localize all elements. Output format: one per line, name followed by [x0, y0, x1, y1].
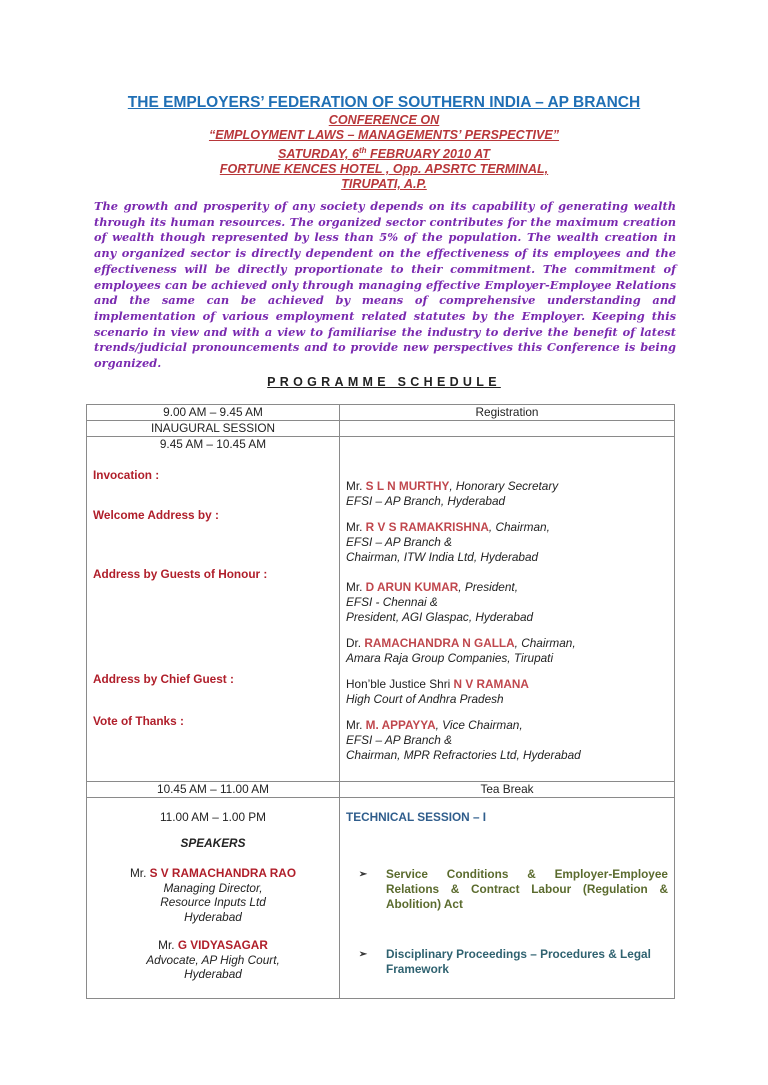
speaker-role: , Honorary Secretary [449, 479, 559, 493]
speaker-name: M. APPAYYA [365, 718, 436, 732]
speaker-vote-of-thanks [340, 718, 674, 763]
tea-break-activity: Tea Break [340, 782, 675, 798]
conference-theme: “EMPLOYMENT LAWS – MANAGEMENTS’ PERSPECTIVE” [208, 128, 560, 142]
tea-break-time: 10.45 AM – 11.00 AM [87, 782, 340, 798]
label-invocation: Invocation : [93, 468, 160, 482]
speaker-affiliation: EFSI - Chennai & [346, 595, 438, 609]
date-suffix-ordinal: th [358, 146, 367, 155]
table-row-inaugural [87, 437, 675, 782]
speaker-prefix: Dr. [346, 636, 365, 650]
technical-time: 11.00 AM – 1.00 PM [159, 810, 267, 824]
speaker-affiliation: EFSI – AP Branch & [346, 535, 452, 549]
speaker-guest-honour-1 [340, 580, 674, 625]
speaker-guest-honour-2 [340, 636, 674, 666]
label-chief-guest: Address by Chief Guest : [93, 672, 234, 686]
speaker-invocation [340, 479, 674, 509]
date-prefix: SATURDAY, 6 [278, 147, 359, 162]
speaker-name: G VIDYASAGAR [177, 938, 268, 952]
table-row-registration [87, 405, 675, 421]
speaker-prefix: Mr. [158, 938, 178, 952]
speaker-prefix: Hon’ble Justice Shri [346, 677, 454, 691]
speaker-name: R V S RAMAKRISHNA [365, 520, 489, 534]
technical-right-cell [340, 798, 675, 999]
technical-session-title: TECHNICAL SESSION – I [346, 810, 487, 824]
speaker-name: S L N MURTHY [365, 479, 450, 493]
speaker-chief-guest [340, 677, 674, 707]
label-guests-of-honour: Address by Guests of Honour : [93, 567, 268, 581]
table-row-tea-break [87, 782, 675, 798]
topic-text: Disciplinary Proceedings – Procedures & Legal Framework [386, 947, 651, 976]
speaker-affiliation: Resource Inputs Ltd [160, 895, 266, 909]
speaker-affiliation: Chairman, MPR Refractories Ltd, Hyderabad [346, 748, 581, 762]
label-welcome-address: Welcome Address by : [93, 508, 219, 522]
registration-time: 9.00 AM – 9.45 AM [87, 405, 340, 421]
document-header [0, 93, 768, 192]
programme-schedule-table [86, 404, 675, 999]
schedule-title: PROGRAMME SCHEDULE [267, 375, 501, 389]
arrow-bullet-icon: ➢ [358, 869, 368, 880]
label-vote-of-thanks: Vote of Thanks : [93, 714, 184, 728]
registration-activity: Registration [340, 405, 675, 421]
date-suffix: FEBRUARY 2010 AT [366, 147, 490, 162]
table-row-technical-session-1 [87, 798, 675, 999]
speaker-role: , Vice Chairman, [435, 718, 523, 732]
conference-on: CONFERENCE ON [328, 113, 440, 127]
speaker-prefix: Mr. [346, 580, 366, 594]
speaker-affiliation: Chairman, ITW India Ltd, Hyderabad [346, 550, 539, 564]
inaugural-empty-cell [340, 421, 675, 437]
conference-city: TIRUPATI, A.P. [341, 177, 427, 192]
topic-item [340, 947, 674, 977]
speaker-affiliation: EFSI – AP Branch & [346, 733, 452, 747]
technical-speaker-2 [87, 938, 339, 982]
speaker-affiliation: President, AGI Glaspac, Hyderabad [346, 610, 534, 624]
speaker-prefix: Mr. [346, 479, 366, 493]
inaugural-time: 9.45 AM – 10.45 AM [159, 437, 267, 451]
speaker-affiliation: Amara Raja Group Companies, Tirupati [346, 651, 554, 665]
speaker-prefix: Mr. [346, 520, 366, 534]
technical-speaker-1 [87, 866, 339, 924]
speaker-prefix: Mr. [346, 718, 366, 732]
speaker-name: RAMACHANDRA N GALLA [364, 636, 515, 650]
speaker-affiliation: EFSI – AP Branch, Hyderabad [346, 494, 506, 508]
speaker-name: S V RAMACHANDRA RAO [149, 866, 297, 880]
speaker-name: N V RAMANA [453, 677, 529, 691]
topic-text: Service Conditions & Employer-Employee Relations & Contract Labour (Regulation & Abolition) Act [386, 867, 668, 911]
speaker-affiliation: Managing Director, [163, 880, 263, 895]
organization-title: THE EMPLOYERS’ FEDERATION OF SOUTHERN INDIA – AP BRANCH [127, 94, 641, 111]
technical-left-cell [87, 798, 340, 999]
speaker-role: , Chairman, [488, 520, 550, 534]
intro-paragraph: The growth and prosperity of any society depends on its capability of generating wealth through its human resources. The organized sector contributes for the maximum creation of wealth though represented by less than 5% of the population. The wealth creation in any organized sector is directly dependent on the effectiveness of its employees and the effectiveness will be directly proportionate to their commitment. The commitment of employees can be achieved only through managing effective Employer-Employee Relations and the same can be achieved by means of comprehensive understanding and implementation of various employment related statutes by the Employer. Keeping this scenario in view and with a view to familiarise the industry to derive the benefit of latest trends/judicial pronouncements and to provide new perspectives this Conference is being organized. [94, 199, 676, 371]
speaker-affiliation: High Court of Andhra Pradesh [346, 692, 504, 706]
inaugural-left-cell [87, 437, 340, 782]
speaker-role: , Chairman, [514, 636, 576, 650]
speaker-affiliation: Hyderabad [184, 909, 242, 924]
speaker-prefix: Mr. [129, 866, 150, 880]
conference-date [0, 143, 768, 162]
speaker-affiliation: Hyderabad [184, 967, 242, 981]
speaker-affiliation: Advocate, AP High Court, [146, 952, 280, 967]
inaugural-right-cell [340, 437, 675, 782]
arrow-bullet-icon: ➢ [358, 949, 368, 960]
inaugural-session-title: INAUGURAL SESSION [87, 421, 340, 437]
speaker-welcome [340, 520, 674, 565]
speaker-name: D ARUN KUMAR [365, 580, 459, 594]
speakers-label: SPEAKERS [180, 836, 246, 850]
speaker-role: , President, [458, 580, 518, 594]
conference-venue: FORTUNE KENCES HOTEL , Opp. APSRTC TERMINAL, [219, 162, 549, 177]
topic-item [340, 867, 674, 912]
table-row-inaugural-title [87, 421, 675, 437]
